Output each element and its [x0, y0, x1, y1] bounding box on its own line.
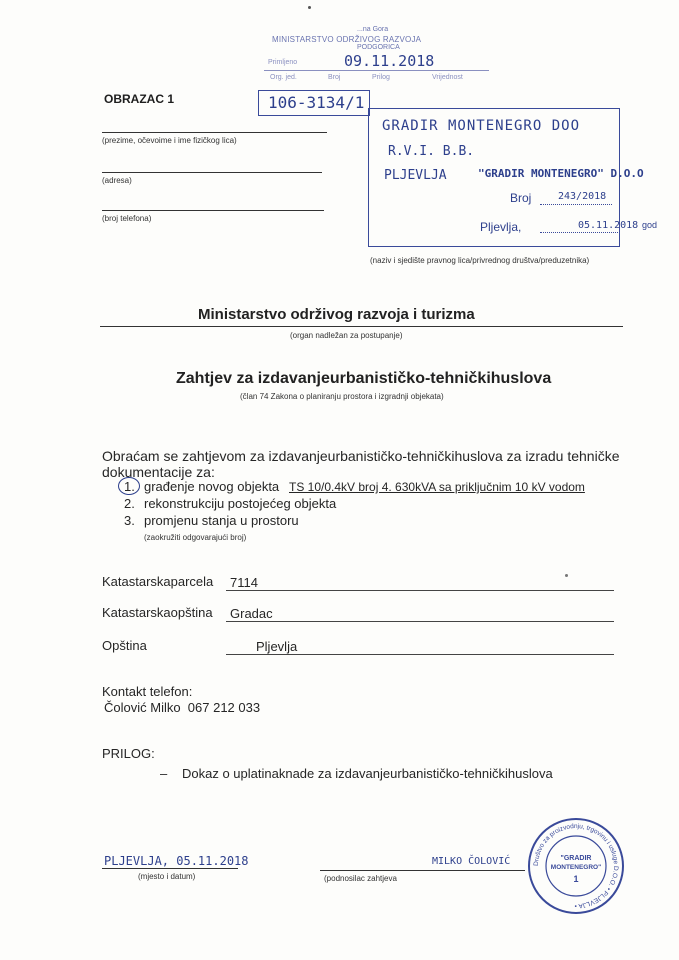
place-dots [540, 232, 618, 233]
authority-line [100, 326, 623, 327]
place-date-line [102, 868, 238, 869]
stamp-received-label: Primljeno [268, 59, 298, 66]
seal-inner-1: "GRADIR [560, 855, 592, 862]
signer-line [320, 870, 525, 871]
signer-name: MILKO ČOLOVIĆ [432, 856, 511, 867]
option-2-num: 2. [124, 496, 135, 511]
ref-number: 106-3134/1 [268, 93, 365, 112]
option-3-num: 3. [124, 513, 135, 528]
stamp-col-4: Vrijednost [432, 74, 463, 81]
seal-inner-2: MONTENEGRO" [550, 864, 602, 871]
option-1-num: 1. [124, 479, 135, 494]
broj-value: 243/2018 [558, 191, 607, 202]
seal-outer-text: Društvo za proizvodnju, trgovinu i usluge D.O.O. • PLJEVLJA • [532, 822, 620, 910]
page-title: Zahtjev za izdavanjeurbanističko-tehničkihuslova [176, 370, 552, 387]
name-caption: (prezime, očevoime i ime fizičkog lica) [102, 136, 237, 145]
option-1-text: građenje novog objekta [144, 479, 280, 494]
sign-place-date: PLJEVLJA, 05.11.2018 [104, 854, 249, 868]
address-caption: (adresa) [102, 176, 132, 185]
company-seal [526, 816, 626, 916]
place-date-caption: (mjesto i datum) [138, 872, 196, 881]
form-label: OBRAZAC 1 [104, 92, 175, 106]
phone-caption: (broj telefona) [102, 214, 152, 223]
stamp-line3: PODGORICA [357, 44, 400, 51]
contact-value: Čolović Milko 067 212 033 [104, 700, 261, 715]
option-2-text: rekonstrukciju postojećeg objekta [144, 496, 337, 511]
signer-caption: (podnosilac zahtjeva [324, 874, 397, 883]
stamp-line1: ...na Gora [357, 26, 389, 33]
contact-label: Kontakt telefon: [102, 684, 193, 699]
opstina-label: Opština [102, 638, 147, 653]
opstina-value: Pljevlja [256, 639, 298, 654]
intro-line-2: dokumentacije za: [102, 464, 215, 480]
address-line [102, 172, 322, 173]
options-caption: (zaokružiti odgovarajući broj) [144, 533, 247, 542]
option-3-text: promjenu stanja u prostoru [144, 513, 299, 528]
authority-caption: (organ nadležan za postupanje) [290, 331, 403, 340]
seal-graphic [526, 816, 626, 916]
attachment-bullet: – [160, 766, 168, 781]
stamp-col-1: Org. jed. [270, 74, 297, 81]
entity-caption: (naziv i sjedište pravnog lica/privrednog društva/preduzetnika) [370, 256, 590, 265]
attachment-item: Dokaz o uplatinaknade za izdavanjeurbanističko-tehničkihuslova [182, 766, 553, 781]
attachments-label: PRILOG: [102, 746, 155, 761]
parcela-line [226, 590, 614, 591]
stamp-col-2: Broj [328, 74, 341, 81]
option-1-detail: TS 10/0.4kV broj 4. 630kVA sa priključnim 10 kV vodom [289, 480, 585, 494]
place-date: 05.11.2018 [578, 220, 639, 231]
stamp-divider [264, 70, 489, 71]
entity-address-handwritten: R.V.I. B.B. [388, 144, 475, 159]
opstina-k-line [226, 621, 614, 622]
god-label: god [642, 220, 658, 230]
intro-line-1: Obraćam se zahtjevom za izdavanjeurbanističko-tehničkihuslova za izradu tehničke [102, 448, 620, 464]
seal-inner-3: 1 [573, 874, 579, 884]
authority-name: Ministarstvo održivog razvoja i turizma [198, 306, 475, 323]
opstina-line [226, 654, 614, 655]
scan-speck [308, 6, 311, 9]
scan-speck-2 [565, 574, 568, 577]
place-label: Pljevlja, [480, 220, 522, 234]
stamp-col-3: Prilog [372, 74, 390, 81]
parcela-value: 7114 [230, 575, 258, 590]
phone-line [102, 210, 324, 211]
opstina-k-label: Katastarskaopština [102, 605, 213, 620]
opstina-k-value: Gradac [230, 606, 273, 621]
stamp-line2: MINISTARSTVO ODRŽIVOG RAZVOJA [272, 35, 422, 44]
parcela-label: Katastarskaparcela [102, 574, 214, 589]
broj-dots [540, 204, 612, 205]
name-line [102, 132, 327, 133]
broj-label: Broj [510, 191, 532, 205]
stamp-date: 09.11.2018 [344, 52, 435, 70]
entity-name-handwritten: GRADIR MONTENEGRO DOO [382, 118, 581, 134]
company-stamp-text: "GRADIR MONTENEGRO" D.O.O [478, 167, 644, 180]
page-subtitle: (član 74 Zakona o planiranju prostora i izgradnji objekata) [240, 392, 444, 401]
entity-city-handwritten: PLJEVLJA [384, 168, 447, 183]
